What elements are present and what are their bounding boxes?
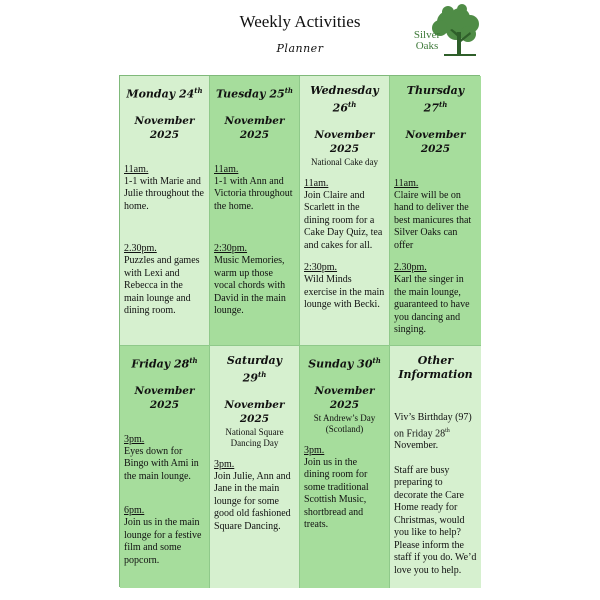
day-cell-thursday	[390, 76, 481, 346]
activity-text: 1-1 with Marie and Julie throughout the home.	[124, 175, 204, 212]
month-label: November 2025	[314, 384, 375, 411]
activity-text: Claire will be on hand to deliver the best manicures that Silver Oaks can offer	[394, 189, 472, 251]
day-cell-friday	[120, 346, 210, 588]
day-cell-sunday	[300, 346, 390, 588]
month-label: November 2025	[405, 128, 466, 155]
day-note: National Cake day	[311, 156, 378, 167]
activity-text: Join Julie, Ann and Jane in the main lounge for some good old fashioned Square Dancing.	[214, 470, 291, 532]
activity-text: Music Memories, warm up those vocal chords with David in the main lounge.	[214, 255, 286, 317]
activity-text: Join us in the dining room for some traditional Scottish Music, shortbread and treats.	[304, 456, 369, 531]
day-cell-tuesday	[210, 76, 300, 346]
activity-text: Eyes down for Bingo with Ami in the main lounge.	[124, 445, 199, 482]
activity-time: 2:30pm.	[304, 262, 338, 274]
activity-text: Puzzles and games with Lexi and Rebecca in the main lounge and dining room.	[124, 255, 200, 317]
day-heading: Saturday 29th	[226, 354, 283, 385]
activity-time: 2.30pm.	[394, 262, 427, 274]
activity-text: Join us in the main lounge for a festive film and some popcorn.	[124, 517, 202, 566]
day-note: National Square Dancing Day	[225, 426, 284, 448]
logo-text: Silver Oaks	[413, 29, 441, 52]
activity-time: 11am.	[124, 163, 149, 175]
day-cell-saturday	[210, 346, 300, 588]
day-heading: Thursday 27th	[406, 84, 465, 115]
day-heading: Monday 24th	[126, 86, 203, 101]
day-note: St Andrew’s Day (Scotland)	[313, 412, 376, 434]
other-information-cell	[390, 346, 481, 588]
month-label: November 2025	[134, 114, 195, 141]
other-information-heading: Other Information	[398, 354, 473, 381]
activity-text: 1-1 with Ann and Victoria throughout the home.	[214, 175, 293, 212]
activity-time: 6pm.	[124, 505, 145, 517]
day-heading: Tuesday 25th	[215, 86, 294, 101]
activity-time: 3pm.	[124, 433, 145, 445]
day-heading: Wednesday 26th	[310, 84, 379, 115]
activity-time: 11am.	[304, 177, 329, 189]
activity-time: 3pm.	[214, 458, 235, 470]
activity-text: Wild Minds exercise in the main lounge with Becki.	[304, 274, 385, 311]
month-label: November 2025	[134, 384, 195, 411]
activities-grid	[119, 75, 480, 587]
activity-time: 2:30pm.	[214, 243, 248, 255]
day-heading: Sunday 30th	[308, 356, 381, 371]
activity-time: 11am.	[214, 163, 239, 175]
activity-time: 3pm.	[304, 444, 325, 456]
activity-time: 11am.	[394, 177, 419, 189]
activity-time: 2.30pm.	[124, 243, 157, 255]
month-label: November 2025	[224, 114, 285, 141]
activity-text: Karl the singer in the main lounge, guaranteed to have you dancing and singing.	[394, 274, 470, 336]
month-label: November 2025	[224, 398, 285, 425]
staff-notice: Staff are busy preparing to decorate the Care Home ready for Christmas, would you like to help? Please inform the staff if you do. We’d love you to help.	[394, 464, 477, 576]
activity-text: Join Claire and Scarlett in the dining room for a Cake Day Quiz, tea and cakes for all.	[304, 189, 383, 251]
page-subtitle: Planner	[276, 42, 324, 55]
month-label: November 2025	[314, 128, 375, 155]
page-title: Weekly Activities	[239, 12, 361, 31]
birthday-notice: Viv’s Birthday (97) on Friday 28th November.	[394, 412, 472, 452]
day-cell-wednesday	[300, 76, 390, 346]
day-cell-monday	[120, 76, 210, 346]
day-heading: Friday 28th	[131, 356, 198, 371]
